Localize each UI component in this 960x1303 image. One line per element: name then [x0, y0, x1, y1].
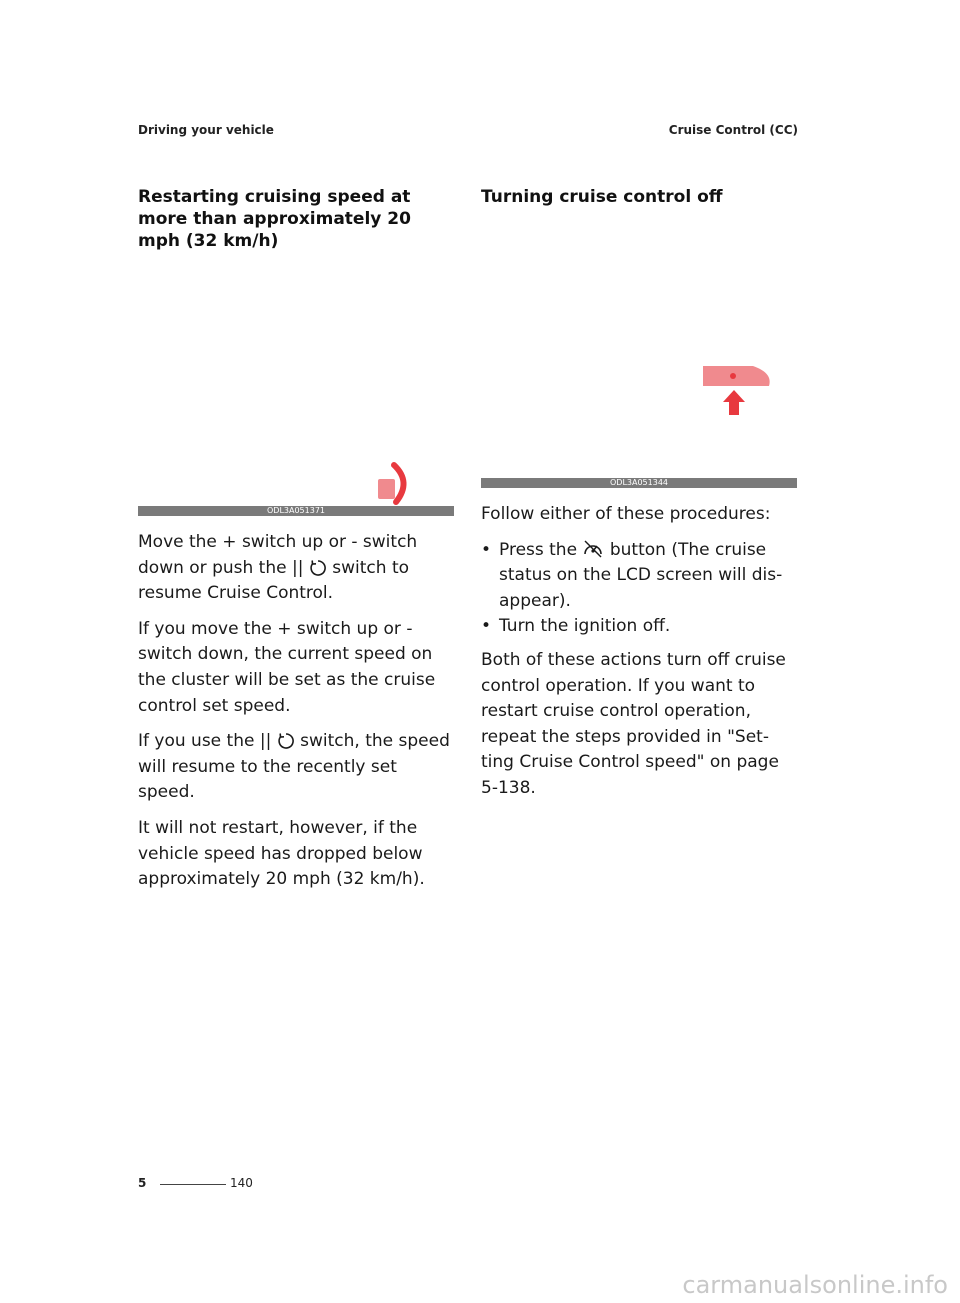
section-heading-restart: Restarting cruising speed at more than approximately 20 mph (32 km/h)	[138, 187, 411, 251]
resume-switch-illustration	[138, 252, 454, 516]
switch-highlight	[378, 479, 395, 499]
figure-caption: ODL3A051344	[481, 478, 797, 488]
footer-section-number: 5	[138, 1176, 147, 1190]
resume-circle-icon	[277, 732, 295, 750]
cruise-speedometer-icon	[582, 539, 604, 559]
footer-page-number: 140	[230, 1176, 253, 1190]
footer-divider	[160, 1184, 226, 1185]
left-column	[138, 186, 454, 903]
figure-caption: ODL3A051371	[138, 506, 454, 516]
running-header-section: Driving your vehicle	[138, 123, 274, 137]
running-header-topic: Cruise Control (CC)	[668, 123, 798, 137]
paragraph-both-actions: Both of these actions turn off cruise control operation. If you want to restart cruise control operation, repeat the steps provided in "Set-ting Cruise Control speed" on page 5-138.	[481, 649, 786, 798]
paragraph-intro: Follow either of these procedures:	[481, 504, 771, 524]
bullet: •	[481, 616, 492, 637]
resume-circle-icon	[309, 559, 327, 577]
procedure-list	[481, 538, 797, 640]
button-highlight	[703, 366, 770, 386]
paragraph-resume: Move the + switch up or - switch down or push the || switch to resume Cruise Control.	[138, 532, 418, 604]
watermark: carmanualsonline.info	[682, 1271, 948, 1299]
press-arrow	[723, 390, 745, 415]
pause-mark: ||	[259, 731, 272, 752]
paragraph-no-restart: It will not restart, however, if the vehicle speed has dropped below approximately 20 mph (32 km/h).	[138, 817, 425, 890]
right-column	[481, 186, 797, 812]
list-item: • Turn the ignition off.	[481, 614, 797, 640]
cruise-button-figure	[481, 208, 797, 488]
paragraph-set-speed: If you move the + switch up or - switch down, the current speed on the cluster will be set as the cruise control set speed.	[138, 618, 436, 716]
section-heading-off: Turning cruise control off	[481, 187, 723, 207]
bullet: •	[481, 539, 492, 560]
paragraph-resume-recent: If you use the || switch, the speed will resume to the recently set speed.	[138, 731, 450, 803]
switch-motion-arrow	[394, 465, 404, 502]
steering-switch-figure	[138, 252, 454, 516]
pause-mark: ||	[291, 557, 304, 578]
list-item: • Press the button (The cruise status on the LCD screen will dis-appear).	[481, 539, 783, 611]
cruise-button-illustration	[481, 208, 797, 488]
